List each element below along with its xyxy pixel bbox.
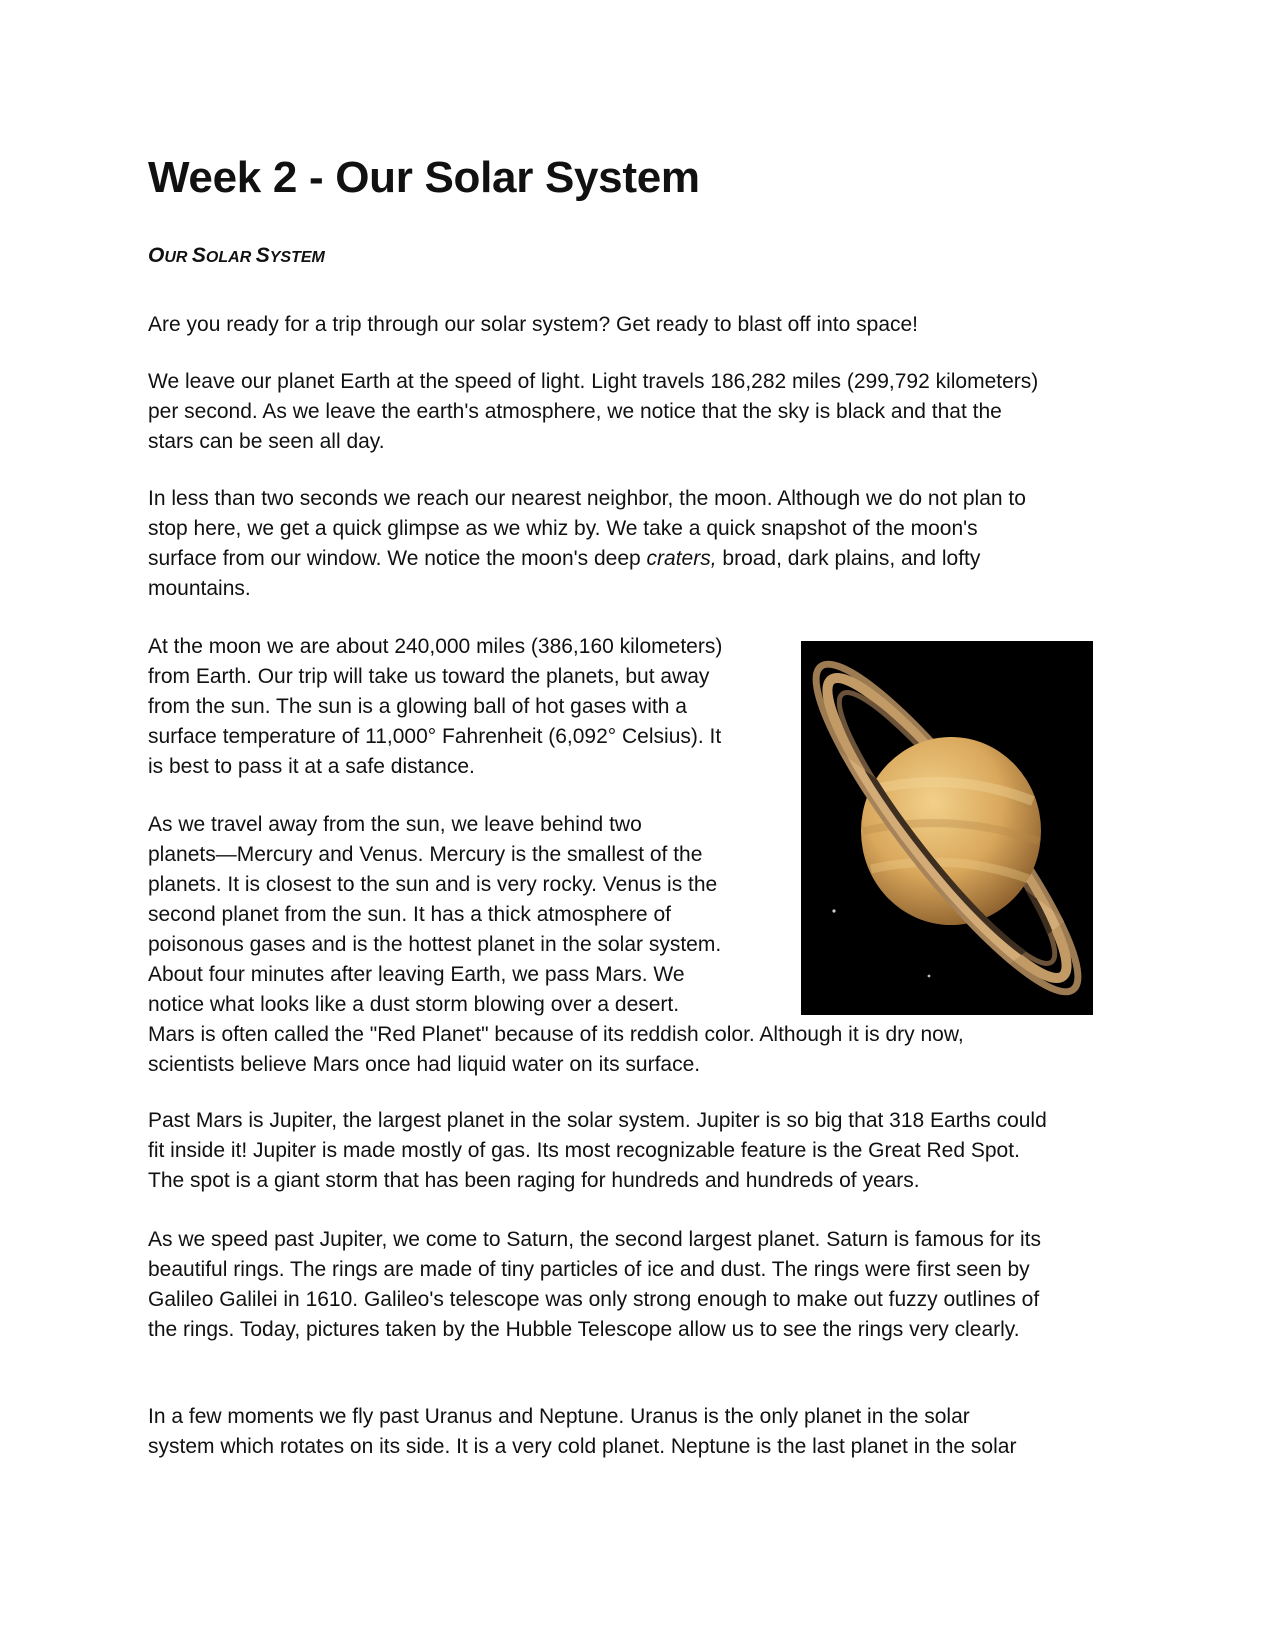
text-line: mountains. xyxy=(148,577,251,600)
text-line: The spot is a giant storm that has been raging for hundreds and hundreds of years. xyxy=(148,1169,920,1192)
text-line: About four minutes after leaving Earth, we pass Mars. We xyxy=(148,963,685,986)
text-line: Mars is often called the "Red Planet" because of its reddish color. Although it is dry now, xyxy=(148,1023,964,1046)
section-heading-part: S xyxy=(255,244,270,267)
text-line: As we speed past Jupiter, we come to Saturn, the second largest planet. Saturn is famous for its xyxy=(148,1228,1041,1251)
paragraph-moon xyxy=(148,484,1026,604)
paragraph-outer-planets xyxy=(148,1402,1016,1462)
text-line: stop here, we get a quick glimpse as we whiz by. We take a quick snapshot of the moon's xyxy=(148,517,978,540)
text-line: system which rotates on its side. It is a very cold planet. Neptune is the last planet in the solar xyxy=(148,1435,1017,1458)
text-line: beautiful rings. The rings are made of tiny particles of ice and dust. The rings were first seen by xyxy=(148,1258,1030,1281)
text-line: In a few moments we fly past Uranus and Neptune. Uranus is the only planet in the solar xyxy=(148,1405,970,1428)
text-line: stars can be seen all day. xyxy=(148,430,385,453)
text-line: from Earth. Our trip will take us toward the planets, but away xyxy=(148,665,710,688)
saturn-photo-icon xyxy=(801,641,1093,1015)
text-line: from the sun. The sun is a glowing ball of hot gases with a xyxy=(148,695,687,718)
text-line: is best to pass it at a safe distance. xyxy=(148,755,475,778)
text-line: Past Mars is Jupiter, the largest planet in the solar system. Jupiter is so big that 318 Earths could xyxy=(148,1109,1047,1132)
text-line: surface temperature of 11,000° Fahrenheit (6,092° Celsius). It xyxy=(148,725,722,748)
text-line: the rings. Today, pictures taken by the Hubble Telescope allow us to see the rings very clearly. xyxy=(148,1318,1020,1341)
moon-speck xyxy=(928,975,931,978)
text-line xyxy=(148,544,1026,574)
text-line: As we travel away from the sun, we leave behind two xyxy=(148,813,642,836)
text-line: Are you ready for a trip through our solar system? Get ready to blast off into space! xyxy=(148,313,919,336)
text-line: At the moon we are about 240,000 miles (386,160 kilometers) xyxy=(148,635,723,658)
paragraph-jupiter xyxy=(148,1106,1047,1196)
saturn-photo xyxy=(801,641,1093,1015)
section-heading-part: UR xyxy=(164,249,192,266)
section-heading-part: YSTEM xyxy=(269,249,325,266)
text-line: per second. As we leave the earth's atmosphere, we notice that the sky is black and that the xyxy=(148,400,1002,423)
section-heading-part: OLAR xyxy=(205,249,256,266)
moon-speck xyxy=(832,909,835,912)
paragraph-intro xyxy=(148,310,918,340)
paragraph-sun xyxy=(148,632,722,782)
section-heading xyxy=(148,242,325,272)
text-line: poisonous gases and is the hottest planet in the solar system. xyxy=(148,933,722,956)
text-line: second planet from the sun. It has a thick atmosphere of xyxy=(148,903,671,926)
text-line: Galileo Galilei in 1610. Galileo's telescope was only strong enough to make out fuzzy outlines of xyxy=(148,1288,1040,1311)
section-heading-part: O xyxy=(148,244,165,267)
text-line: We leave our planet Earth at the speed of light. Light travels 186,282 miles (299,792 kilometers) xyxy=(148,370,1039,393)
paragraph-saturn xyxy=(148,1225,1041,1345)
text-line: fit inside it! Jupiter is made mostly of gas. Its most recognizable feature is the Great Red Spot. xyxy=(148,1139,1020,1162)
text-line: planets—Mercury and Venus. Mercury is the smallest of the xyxy=(148,843,703,866)
text-line: planets. It is closest to the sun and is very rocky. Venus is the xyxy=(148,873,718,896)
text-run: surface from our window. We notice the moon's deep xyxy=(148,547,647,570)
paragraph-earth xyxy=(148,367,1038,457)
section-heading-part: S xyxy=(191,244,206,267)
page-title: Week 2 - Our Solar System xyxy=(148,153,700,202)
text-run: broad, dark plains, and lofty xyxy=(716,547,981,570)
text-line: notice what looks like a dust storm blowing over a desert. xyxy=(148,993,680,1016)
text-line: scientists believe Mars once had liquid water on its surface. xyxy=(148,1053,701,1076)
italic-term-craters: craters, xyxy=(646,547,717,570)
text-line: In less than two seconds we reach our nearest neighbor, the moon. Although we do not plan to xyxy=(148,487,1026,510)
